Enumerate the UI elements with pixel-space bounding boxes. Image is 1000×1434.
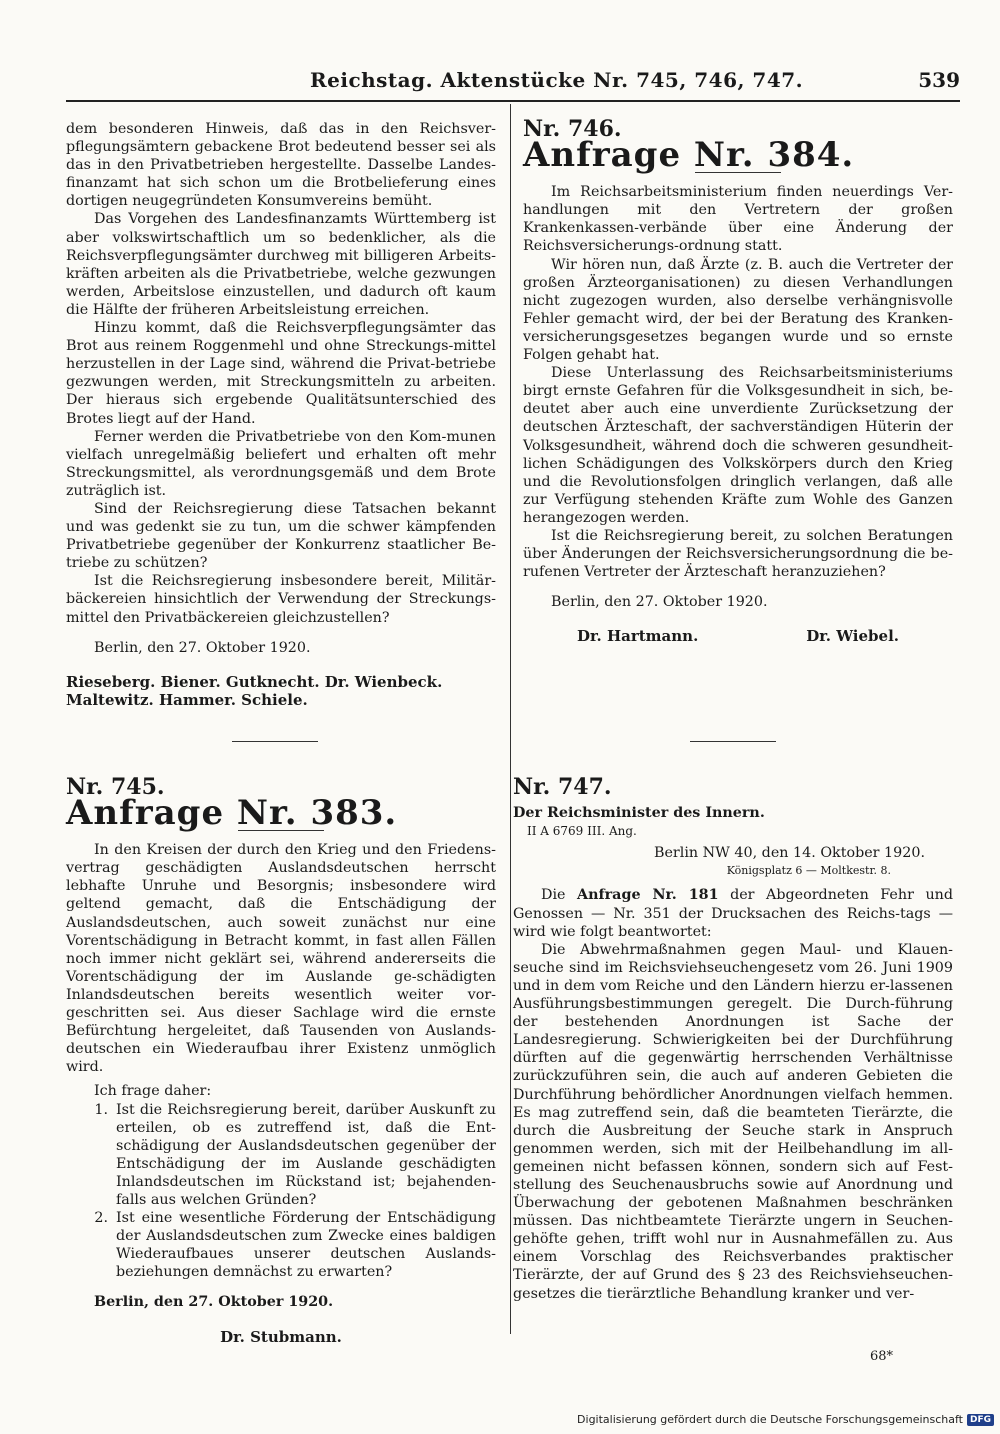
- section-rule: [690, 741, 776, 742]
- list-item: [66, 1101, 496, 1210]
- list-item: [66, 1209, 496, 1281]
- running-header: [310, 68, 960, 98]
- question-list: [66, 1101, 496, 1282]
- signature-mark: 68*: [870, 1349, 894, 1364]
- list-text: Ist die Reichsregierung bereit, darüber Auskunft zu erteilen, ob es zutreffend ist, daß die Ent-schädigung der Auslandsdeutschen gegenüber der Entschädigung der im Auslande geschädigten Inlandsdeutschen im Rückstand ist; bejahenden-falls aus welchen Gründen?: [116, 1101, 496, 1208]
- paragraph: Ferner werden die Privatbetriebe von den Kom-munen vielfach unregelmäßig beliefert und erhalten oft mehr Streckungsmittel, als verordnungsgemäß und dem Brote zuträglich ist.: [66, 428, 496, 499]
- anfrage-heading: Anfrage Nr. 384.: [523, 135, 855, 176]
- reference-line: II A 6769 III. Ang.: [527, 824, 637, 839]
- section-nr-746: [523, 116, 953, 646]
- paragraph: Hinzu kommt, daß die Reichsverpflegungsämter das Brot aus reinem Roggenmehl und ohne Streckungs-mittel herzustellen in der Lage sind, während die Privat-betriebe gezwungen werden, mit Streckungsmitteln zu arbeiten. Der hieraus sich ergebende Qualitätsunterschied des Brotes liegt auf der Hand.: [66, 320, 496, 427]
- left-column: [66, 120, 496, 709]
- dfg-logo: DFG: [967, 1414, 994, 1426]
- page-number: 539: [918, 68, 960, 92]
- paragraph: Ist die Reichsregierung bereit, zu solchen Beratungen über Änderungen der Reichsversicherungsordnung die be-rufenen Vertreter der Ärzteschaft heranzuziehen?: [523, 527, 953, 581]
- list-number: 2.: [94, 1210, 108, 1227]
- list-number: 1.: [94, 1101, 108, 1118]
- signature: Dr. Stubmann.: [220, 1327, 342, 1346]
- signatures-line-2: Maltewitz. Hammer. Schiele.: [66, 690, 308, 709]
- signature-row: [523, 627, 953, 645]
- answer-intro: [513, 886, 953, 940]
- paragraph: Sind der Reichsregierung diese Tatsachen bekannt und was gedenkt sie zu tun, um die schwer kämpfenden Privatbetriebe gegenüber der Konkurrenz staatlicher Be-triebe zu schützen?: [66, 500, 496, 572]
- section-nr-747: [513, 774, 954, 1303]
- place-date-line: Berlin NW 40, den 14. Oktober 1920.: [653, 845, 925, 862]
- paragraph: Diese Unterlassung des Reichsarbeitsministeriums birgt ernste Gefahren für die Volksgesundheit in sich, be-deutet aber auch eine unverdiente Zurücksetzung der deutschen Ärzteschaft, der sachverständigen Hüterin der Volksgesundheit, während doch die schweren gesundheit-lichen Schädigungen des Volkskörpers durch den Krieg und die Revolutionsfolgen dringlich verlangen, daß alle zur Verfügung stehenden Kräfte zum Wohle des Ganzen herangezogen werden.: [523, 365, 953, 526]
- footer-text: Digitalisierung gefördert durch die Deutsche Forschungsgemeinschaft: [577, 1413, 963, 1426]
- section-number: Nr. 745.: [66, 774, 165, 800]
- footer: [577, 1413, 994, 1426]
- signatures-line-1: Rieseberg. Biener. Gutknecht. Dr. Wienbeck.: [66, 672, 443, 691]
- anfrage-heading: Anfrage Nr. 383.: [66, 793, 398, 834]
- address-line: Königsplatz 6 — Moltkestr. 8.: [726, 864, 891, 878]
- column-divider: [510, 104, 511, 1334]
- header-title: Reichstag. Aktenstücke Nr. 745, 746, 747.: [310, 68, 804, 92]
- date-line: Berlin, den 27. Oktober 1920.: [94, 639, 311, 656]
- section-nr-745: [66, 774, 496, 1346]
- section-rule: [232, 741, 318, 742]
- paragraph: dem besonderen Hinweis, daß das in den Reichsver-pflegungsämtern gebackene Brot bedeutend besser sei als das in den Privatbetrieben hergestellte. Dasselbe Landes-finanzamt hat sich schon um die Brotbelieferung eines dortigen neugegründeten Konsumvereins bemüht.: [66, 121, 496, 210]
- paragraph: Im Reichsarbeitsministerium finden neuerdings Ver-handlungen mit den Vertretern der großen Krankenkassen-verbände über eine Änderung der Reichsversicherungs-ordnung statt.: [523, 184, 953, 255]
- list-text: Ist eine wesentliche Förderung der Entschädigung der Auslandsdeutschen zum Zwecke eines baldigen Wiederaufbaues unserer deutschen Auslands-beziehungen demnächst zu erwarten?: [116, 1210, 496, 1281]
- signature: Dr. Hartmann.: [576, 627, 699, 646]
- intro-rest: der Abgeordneten Fehr und Genossen — Nr. 351 der Drucksachen des Reichs-tags — wird wie folgt beantwortet:: [513, 887, 954, 940]
- section-number: Nr. 746.: [523, 116, 622, 142]
- paragraph: Ist die Reichsregierung insbesondere bereit, Militär-bäckereien hinsichtlich der Verwendung der Streckungs-mittel den Privatbäckereien gleichzustellen?: [66, 573, 496, 626]
- anfrage-reference: Anfrage Nr. 181: [577, 887, 719, 904]
- question-intro: Ich frage daher:: [94, 1083, 212, 1100]
- signature: Dr. Wiebel.: [806, 627, 900, 646]
- header-rule: [66, 100, 960, 102]
- intro-pre: Die: [541, 887, 566, 904]
- paragraph: Die Abwehrmaßnahmen gegen Maul- und Klauen-seuche sind im Reichsviehseuchengesetz vom 26. Juni 1909 und in dem vom Reiche und den Ländern hierzu er-lassenen Ausführungsbestimmungen geregelt. Die Durch-führung der bestehenden Anordnungen ist Sache der Landesregierung. Schwierigkeiten bei der Durchführung dürften auf die gegenwärtig herrschenden Verhältnisse zurückzuführen sein, die auch auf anderen Gebieten die Durchführung behördlicher Anordnungen vielfach hemmen. Es mag zutreffend sein, daß die beamteten Tierärzte, die durch die Ausbreitung der Seuche stark in Anspruch genommen werden, sich mit der Heilbehandlung im all-gemeinen nicht befassen können, sondern sich auf Fest-stellung des Seuchenausbruchs sowie auf Anordnung und Überwachung der gebotenen Maßnahmen beschränken müssen. Das nichtbeamtete Tierärzte ungern in Seuchen-gehöfte gehen, trifft wohl nur in Ausnahmefällen zu. Aus einem Vorschlag des Reichsverbandes praktischer Tierärzte, der auf Grund des § 23 des Reichsviehseuchen-gesetzes die tierärztliche Behandlung kranker und ver-: [513, 941, 953, 1302]
- paragraph: Wir hören nun, daß Ärzte (z. B. auch die Vertreter der großen Ärzteorganisationen) zu diesen Verhandlungen nicht zugezogen wurden, also derselbe verhängnisvolle Fehler gemacht wird, der bei der Beratung des Kranken-versicherungsgesetzes begangen wurde und so ernste Folgen gehabt hat.: [523, 256, 953, 364]
- date-line: Berlin, den 27. Oktober 1920.: [94, 1294, 334, 1311]
- paragraph: Das Vorgehen des Landesfinanzamts Württemberg ist aber volkswirtschaftlich um so bedenklicher, als die Reichsverpflegungsämter durchweg mit billigeren Arbeits-kräften arbeiten als die Privatbetriebe, welche gezwungen werden, Arbeitslose einzustellen, und dadurch oft kaum die Hälfte der früheren Arbeitsleistung erreichen.: [66, 211, 496, 318]
- sender-line: Der Reichsminister des Innern.: [513, 805, 765, 822]
- paragraph: In den Kreisen der durch den Krieg und den Friedens-vertrag geschädigten Auslandsdeutschen herrscht lebhafte Unruhe und Besorgnis; insbesondere wird geltend gemacht, daß die Entschädigung der Auslandsdeutschen, auch soweit zunächst nur eine Vorentschädigung in Betracht kommt, in fast allen Fällen noch immer nicht geklärt sei, während andererseits die Vorentschädigung der im Auslande ge-schädigten Inlandsdeutschen bereits wesentlich weiter vor-geschritten sei. Aus dieser Sachlage wird die ernste Befürchtung hergeleitet, daß Tausenden von Auslands-deutschen ein Wiederaufbau ihrer Existenz unmöglich wird.: [66, 842, 496, 1076]
- section-number: Nr. 747.: [513, 774, 612, 800]
- date-line: Berlin, den 27. Oktober 1920.: [551, 594, 768, 611]
